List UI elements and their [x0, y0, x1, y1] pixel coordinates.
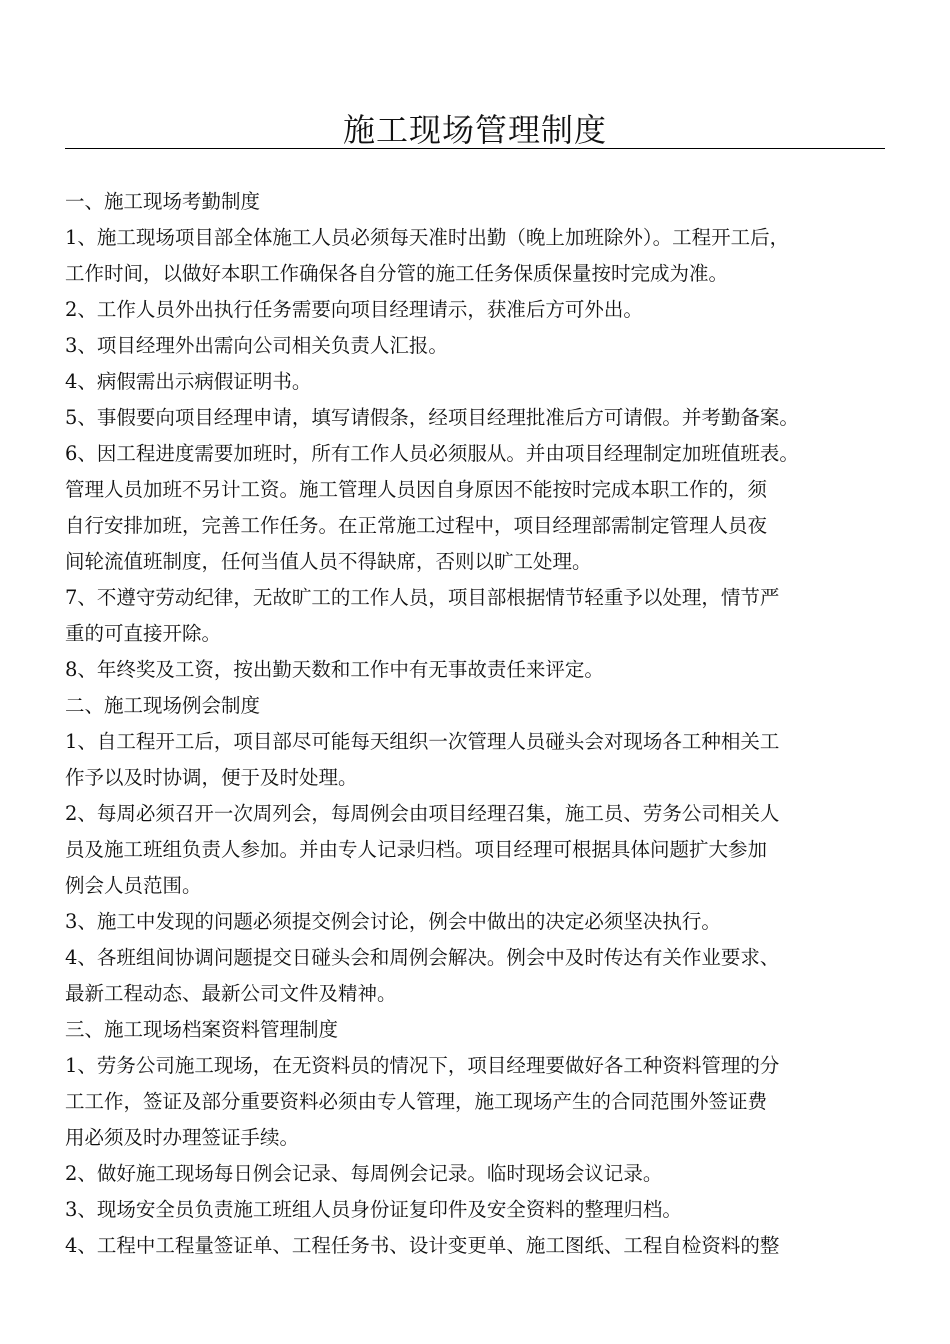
text-line: 1、劳务公司施工现场，在无资料员的情况下，项目经理要做好各工种资料管理的分: [65, 1054, 780, 1077]
text-line: 6、因工程进度需要加班时，所有工作人员必须服从。并由项目经理制定加班值班表。: [65, 442, 799, 465]
text-line: 管理人员加班不另计工资。施工管理人员因自身原因不能按时完成本职工作的，须: [65, 478, 768, 501]
text-line: 三、施工现场档案资料管理制度: [65, 1018, 339, 1041]
text-line: 作予以及时协调，便于及时处理。: [65, 766, 358, 789]
text-line: 4、各班组间协调问题提交日碰头会和周例会解决。例会中及时传达有关作业要求、: [65, 946, 780, 969]
text-line: 二、施工现场例会制度: [65, 694, 261, 717]
text-line: 3、施工中发现的问题必须提交例会讨论，例会中做出的决定必须坚决执行。: [65, 910, 721, 933]
text-line: 3、现场安全员负责施工班组人员身份证复印件及安全资料的整理归档。: [65, 1198, 682, 1221]
document-body: [65, 184, 890, 1264]
text-line: 工工作，签证及部分重要资料必须由专人管理，施工现场产生的合同范围外签证费: [65, 1090, 768, 1113]
text-line: 间轮流值班制度，任何当值人员不得缺席，否则以旷工处理。: [65, 550, 592, 573]
text-line: 2、每周必须召开一次周列会，每周例会由项目经理召集，施工员、劳务公司相关人: [65, 802, 780, 825]
text-line: 自行安排加班，完善工作任务。在正常施工过程中，项目经理部需制定管理人员夜: [65, 514, 768, 537]
text-line: 8、年终奖及工资，按出勤天数和工作中有无事故责任来评定。: [65, 658, 604, 681]
text-line: 最新工程动态、最新公司文件及精神。: [65, 982, 397, 1005]
text-line: 1、施工现场项目部全体施工人员必须每天准时出勤（晚上加班除外）。工程开工后，: [65, 226, 790, 249]
text-line: 工作时间，以做好本职工作确保各自分管的施工任务保质保量按时完成为准。: [65, 262, 729, 285]
text-line: 例会人员范围。: [65, 874, 202, 897]
text-line: 3、项目经理外出需向公司相关负责人汇报。: [65, 334, 448, 357]
text-line: 7、不遵守劳动纪律，无故旷工的工作人员，项目部根据情节轻重予以处理，情节严: [65, 586, 780, 609]
title-underline: [65, 148, 885, 149]
text-line: 1、自工程开工后，项目部尽可能每天组织一次管理人员碰头会对现场各工种相关工: [65, 730, 780, 753]
text-line: 一、施工现场考勤制度: [65, 190, 261, 213]
text-line: 员及施工班组负责人参加。并由专人记录归档。项目经理可根据具体问题扩大参加: [65, 838, 768, 861]
text-line: 用必须及时办理签证手续。: [65, 1126, 300, 1149]
document-title: 施工现场管理制度: [342, 111, 607, 149]
text-line: 2、工作人员外出执行任务需要向项目经理请示，获准后方可外出。: [65, 298, 643, 321]
text-line: 4、工程中工程量签证单、工程任务书、设计变更单、施工图纸、工程自检资料的整: [65, 1234, 780, 1257]
text-line: 2、做好施工现场每日例会记录、每周例会记录。临时现场会议记录。: [65, 1162, 663, 1185]
text-line: 5、事假要向项目经理申请，填写请假条，经项目经理批准后方可请假。并考勤备案。: [65, 406, 799, 429]
text-line: 重的可直接开除。: [65, 622, 222, 645]
text-line: 4、病假需出示病假证明书。: [65, 370, 312, 393]
